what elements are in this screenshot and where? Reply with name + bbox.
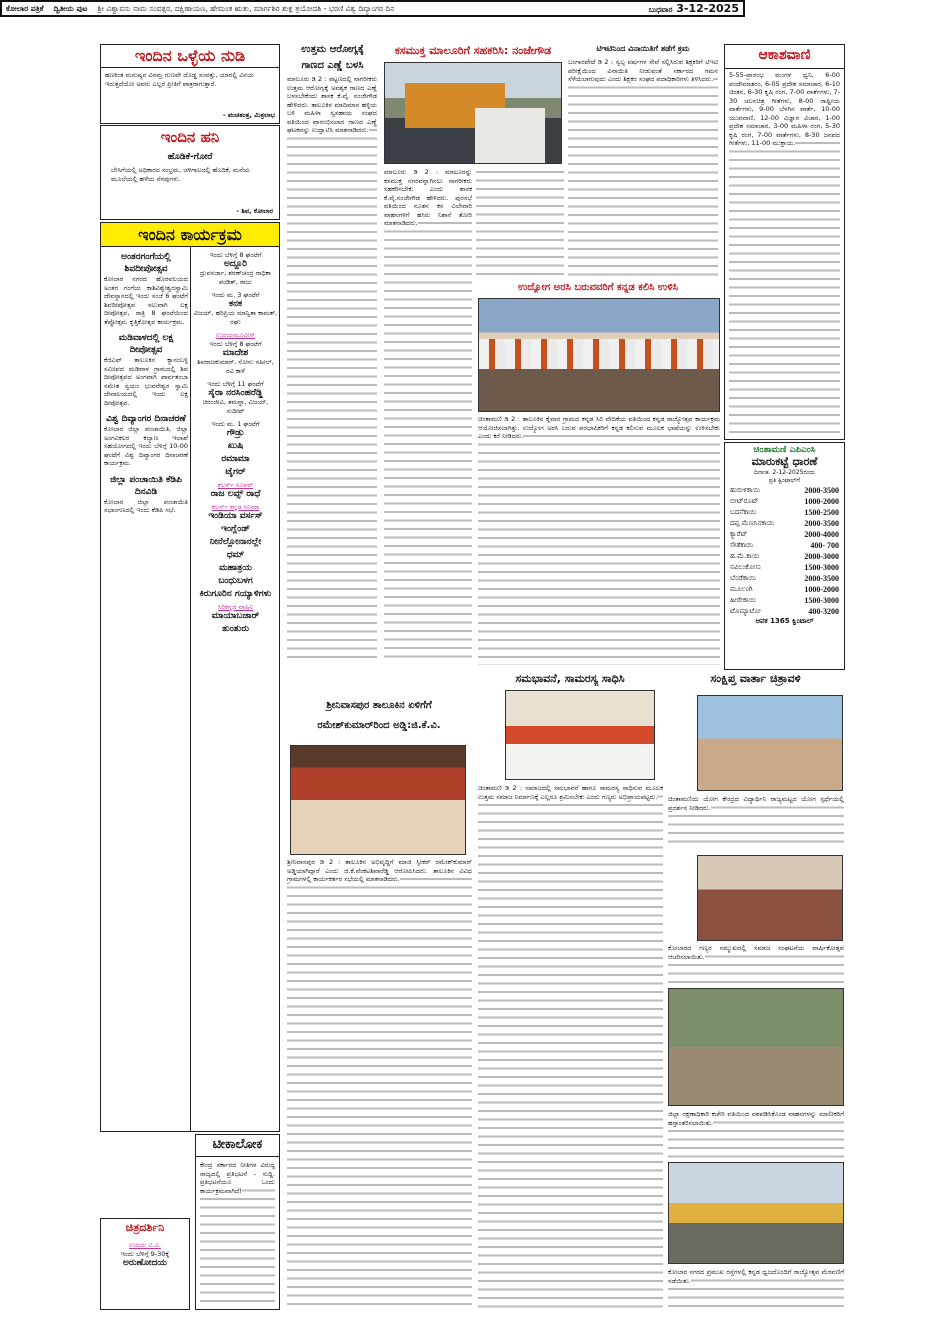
harmony-photo	[505, 690, 655, 780]
panchanga: ಶ್ರೀ ವಿಶ್ವಾವಸು ನಾಮ ಸಂವತ್ಸರ, ದಕ್ಷಿಣಾಯಣ, ಹೇಮಂತ ಋತು, ಮಾರ್ಗಶಿರ ಶುಕ್ಲ ತ್ರಯೋದಶಿ - ಭರಣಿ ವಿಶ್ವ ದಿವ್ಯಾಂಗರ ದಿನ	[97, 3, 395, 13]
srinivaspur-headline-2: ರಮೇಶ್‌ಕುಮಾರ್‌ರಿಂದ ಅಡ್ಡಿ:ಜಿ.ಕೆ.ವಿ.	[317, 720, 441, 731]
oil-text: ಮಾಲೂರು ಡಿ 2 : ಪಟ್ಟಣದಲ್ಲಿ ನಾಗರೀಕರು ಉತ್ತಮ ಆರೋಗ್ಯಕ್ಕೆ ಅವಶ್ಯಕ ಗಾಣದ ಎಣ್ಣೆ ಬಳಸಬೇಕೆಂದು ಶಾಸಕ ಕೆ.ವೈ. ನಂಜೇಗೌಡ ಹೇಳಿದರು. ತಾಲೂಕಿನ ಮಾದಿಮಾನ ಹಳ್ಳಿಯ ಬಳಿ ಮಹಿಳಾ ಸ್ವಸಹಾಯ ಸಂಘದ ವತಿಯಿಂದ ಪ್ರಾರಂಭಿಸಲಾದ ಗಾಣದ ಎಣ್ಣೆ ಘಟಕವನ್ನು ಉದ್ಘಾಟಿಸಿ ಮಾತನಾಡಿದರು.	[287, 75, 377, 660]
market-item: ಹ.ಮೆ.ಕಾಯಿ	[730, 552, 760, 560]
job-text: ಚಿಂತಾಮಣಿ ಡಿ 2 : ತಾಲೂಕಿನ ಕೈವಾರ ಗ್ರಾಮದ ಕನ್ನಡ ಸಿರಿ ವೇದಿಕೆಯ ವತಿಯಿಂದ ಕನ್ನಡ ರಾಜ್ಯೋತ್ಸವ ಕಾರ್ಯಕ್ರಮ ಆಯೋಜಿಸಲಾಗಿತ್ತು. ಉದ್ಯೋಗ ಅರಸಿ ಬರುವ ಪರಭಾಷಿಕರಿಗೆ ಕನ್ನಡ ಕಲಿಸುವ ಮೂಲಕ ಭಾಷೆಯನ್ನು ಉಳಿಸಬೇಕು ಎಂದು ಕರೆ ನೀಡಿದರು.	[478, 415, 720, 665]
market-item: ಮೂಲಂಗಿ	[730, 585, 753, 593]
market-item: ಹೀರೇಕಾಯಿ	[730, 596, 756, 604]
market-item: ಟೊಮ್ಯಾಟೋ	[730, 607, 761, 615]
tv-listing	[193, 503, 278, 521]
drop-subtitle: ಹೊಡಿಕೆ-ಗೋರೆ	[167, 152, 213, 162]
market-price: 1500-3000	[804, 596, 839, 605]
job-photo	[478, 298, 720, 412]
good-word-title: ಇಂದಿನ ಒಳ್ಳೆಯ ನುಡಿ	[101, 46, 279, 68]
market-item: ಬೀಟ್‌ರೂಟ್	[730, 497, 759, 505]
brief-photo-3	[668, 988, 844, 1106]
show-time: ಇಂದು ಬೆಳಿಗ್ಗೆ 8 ಘಂಟೆಗೆ	[209, 340, 262, 348]
market-price: 400-3200	[808, 607, 839, 616]
brief-photo-1	[697, 695, 843, 791]
event-item	[104, 474, 188, 515]
film-title: ಸೈರಾ ನರಸಿಂಹರೆಡ್ಡಿ	[208, 388, 263, 398]
event-title: ವಿಶ್ವ ದಿವ್ಯಾಂಗರ ದಿನಾಚರಣೆ	[106, 414, 186, 424]
tv-listing	[193, 564, 278, 573]
show-time: ಇಂದು ಮ. 3 ಘಂಟೆಗೆ	[211, 291, 260, 299]
film-title: ಬಂಧುಬಳಗ	[218, 576, 253, 586]
good-word-text: ಹಣಕಿಂತ ಮನುಷ್ಯನ ವಿನಮ್ರ ಗುಣವೇ ದೊಡ್ಡ ಸಂಪತ್ತು, ಯಾರಲ್ಲಿ ವಿನಯ ಇರುತ್ತದೆಯೋ ಅವರು ಎಲ್ಲರ ಪ್ರೀತಿಗೆ ಪಾತ್ರರಾಗುತ್ತಾರೆ.	[105, 71, 254, 88]
film-title: ಮಾಯಾಬಜಾರ್	[211, 611, 260, 621]
tv-listing	[193, 251, 278, 287]
film-title: ಮಾದೇಶ	[222, 348, 249, 358]
event-text: ಕೋಲಾರ ಜಿಲ್ಲಾ ಪಂಚಾಯಿತಿ ಸಭಾಂಗಣದಲ್ಲಿ ಇಂದು ಕೆಡಿಪಿ ಸಭೆ.	[104, 497, 188, 514]
drop-box	[100, 125, 280, 220]
market-row	[728, 485, 841, 496]
event-text: ಕೆಜಿಎಫ್ ತಾಲೂಕಿನ ಕ್ಯಾಸಂಬಳ್ಳಿ ಸಮೀಪದ ಮಡಿವಾಳ ಗ್ರಾಮದಲ್ಲಿ ಶಿವ ದೀಪೋತ್ಸವದ ಅಂಗವಾಗಿ ಪಾರ್ವತಂಬಾ ಸಮೇತ ಸ್ವಯಂ ಭುವನೇಶ್ವರ ಸ್ವಾಮಿ ದೇವಾಲಯದಲ್ಲಿ ಇಂದು ಲಕ್ಷ ದೀಪೋತ್ಸವ.	[104, 356, 188, 407]
channel-name: ಉದಯಮೂವೀಸ್	[215, 331, 256, 339]
event-text: ಕೋಲಾರ ಜಿಲ್ಲಾ ಪಂಚಾಯಿತಿ, ಜಿಲ್ಲಾ ಅಂಗವಿಕಲರ ಕಲ್ಯಾಣ ಇಲಾಖೆ ಸಹಯೋಗದಲ್ಲಿ ಇಂದು ಬೆಳಿಗ್ಗೆ 10-00 ಘಂಟೆಗೆ ವಿಶ್ವ ದಿವ್ಯಾಂಗರ ದಿನಾಚರಣೆ ಕಾರ್ಯಕ್ರಮ.	[104, 425, 188, 467]
market-item: ಬದನೆಕಾಯಿ	[730, 508, 757, 516]
drop-author: - ಶಿವ, ಕೋಲಾರ	[236, 207, 273, 215]
market-item: ದಪ್ಪ ಮೆಣಸಿನಕಾಯಿ	[730, 519, 775, 527]
channel-name: ಸಿರಿಕನ್ನಡ ವಾಹಿನಿ	[217, 603, 254, 611]
market-price: 2000-3500	[804, 486, 839, 495]
film-title: ರಾಜ ಲವ್ಸ್ ರಾಧೆ	[210, 489, 261, 499]
cinema-channel: ಉದಯ ಟಿ.ವಿ.	[129, 1241, 161, 1249]
show-time: ಇಂದು ಮ. 1 ಘಂಟೆಗೆ	[211, 420, 260, 428]
market-price: 2000-3000	[804, 552, 839, 561]
cinema-time: ಇಂದು ಬೆಳಿಗ್ಗೆ 9-30ಕ್ಕೆ	[120, 1250, 170, 1258]
tikaloka-box	[195, 1134, 280, 1310]
film-cast: ಚಿರಂಜೀವಿ, ತಮನ್ನಾ, ವಿಜಯ್, ಸುದೀಪ್	[202, 398, 269, 415]
film-title: ಅದ್ದೂರಿ	[223, 259, 248, 269]
market-row	[728, 507, 841, 518]
tv-listing	[193, 442, 278, 451]
events-left	[104, 251, 188, 1129]
market-price: 1500-3000	[804, 563, 839, 572]
cinema-title: ಚಿತ್ರದರ್ಶಿನಿ	[125, 1221, 165, 1234]
event-item	[104, 413, 188, 468]
events-box	[100, 222, 280, 1132]
tikaloka-text: ಕೇಂದ್ರ ಸರ್ಕಾರದ ನೀತಿಗಳ ವಿರುದ್ಧ ರಾಜ್ಯದಲ್ಲಿ ಪ್ರತಿಭಟನೆ - ಸುದ್ದಿ. ಪ್ರತಿಭಟನೆಯೂ ಒಂದು ಕಾರ್ಯಕ್ರಮವಾಗಿದೆ!	[200, 1161, 275, 1305]
show-time: ಇಂದು ಬೆಳಿಗ್ಗೆ 8 ಘಂಟೆಗೆ	[209, 251, 262, 259]
market-date: ದಿನಾಂಕ. 2-12-2025ರಂದು	[753, 469, 816, 476]
oil-headline-2: ಗಾಣದ ಎಣ್ಣೆ ಬಳಸಿ	[301, 60, 364, 71]
tv-listing	[193, 291, 278, 327]
event-title: ಜಿಲ್ಲಾ ಪಂಚಾಯಿತಿ ಕೆಡಿಪಿ ದಿನವಿಡಿ	[110, 474, 182, 497]
brief-caption-4: ಕೋಲಾರ ನಗರದ ಪ್ರಮುಖ ರಸ್ತೆಗಳಲ್ಲಿ ಕನ್ನಡ ಧ್ವಜದೊಂದಿಗೆ ರಾಜ್ಯೋತ್ಸವ ಮೆರವಣಿಗೆ ನಡೆಯಿತು.	[668, 1268, 844, 1310]
event-text: ಕೋಲಾರ ನಗರದ ಹೊರವಲಯದ ಅಂತರ ಗಂಗೆಯ ಕಾಶಿವಿಶ್ವೇಶ್ವರಸ್ವಾಮಿ ದೇವಸ್ಥಾನದಲ್ಲಿ ಇಂದು ಸಂಜೆ 6 ಘಂಟೆಗೆ ಶಿವದೀಪೋತ್ಸವ ಸಲುವಾಗಿ ಲಕ್ಷ ದೀಪೋತ್ಸವ, ರಾತ್ರಿ 8 ಘಂಟೆಯಿಂದ ತೆಪ್ಪೋತ್ಸವ, ಕೃತ್ತಿಕೋತ್ಸವ ಕಾರ್ಯಕ್ರಮ.	[104, 275, 188, 326]
market-item: ಕ್ಯಾರೆಟ್	[730, 530, 748, 538]
market-box	[724, 442, 845, 670]
tv-listing	[193, 455, 278, 464]
tv-listing	[193, 603, 278, 621]
market-price: 2000-4000	[804, 530, 839, 539]
market-row	[728, 518, 841, 529]
tv-listing	[193, 468, 278, 477]
good-word-box	[100, 44, 280, 124]
cinema-film: ಅರುಣೋದಯ	[123, 1258, 167, 1268]
tv-listing	[193, 420, 278, 438]
cinema-box	[100, 1218, 190, 1310]
paper-name: ಕೋಲಾರ ಪತ್ರಿಕೆ	[6, 3, 44, 13]
brief-caption-3: ಜಿಲ್ಲಾ ರಕ್ಷಣಾಧಿಕಾರಿ ಕಚೇರಿ ವತಿಯಿಂದ ವಶಪಡಿಸಿಕೊಂಡ ವಾಹನಗಳನ್ನು ಮಾಲೀಕರಿಗೆ ಹಸ್ತಾಂತರಿಸಲಾಯಿತು.	[668, 1110, 844, 1158]
tv-listing	[193, 525, 278, 534]
date: 3-12-2025	[676, 2, 739, 15]
market-row	[728, 496, 841, 507]
harmony-headline: ಸಮಭಾವನೆ, ಸಾಮರಸ್ಯ ಸಾಧಿಸಿ	[515, 672, 625, 685]
channel-name: ಕಲರ್ಸ್ ಕನ್ನಡ ಸಿನಿಮಾ	[211, 503, 260, 511]
akashvani-title: ಆಕಾಶವಾಣಿ	[725, 47, 844, 69]
clean-photo	[384, 62, 562, 164]
akashvani-box	[724, 44, 845, 440]
film-title: ಕನಕ	[228, 299, 243, 309]
film-title: ಇಂಗ್ಲೆಂಡ್	[221, 524, 250, 534]
film-title: ಮಹಾತ್ರಯ	[219, 563, 252, 573]
drop-text: ಬೇಸಿಗೆಯಲ್ಲಿ ಅಧಿಕಾರದ ಸಂಭ್ರಮ, ಚಳಿಗಾಲದಲ್ಲಿ ಹೊದಿಕೆ, ಮನೆಯ ಮೂಲೆಯಲ್ಲಿ ಹಳೆಯ ನೆನಪುಗಳು.	[111, 166, 250, 183]
events-title: ಇಂದಿನ ಕಾರ್ಯಕ್ರಮ	[101, 223, 279, 247]
market-item: ಹುರುಳಿಕಾಯಿ	[730, 486, 760, 494]
events-right	[193, 251, 278, 1129]
market-unit: ಪ್ರತಿ ಕ್ವಿಂಟಾಲ್‌ಗೆ	[768, 477, 801, 484]
film-cast: ವಿಜಯ್, ಹರಿಪ್ರಿಯ ಮಾನ್ವಿತಾ ಕಾಮತ್, ರಘು	[193, 309, 278, 326]
briefs-headline: ಸಂಕ್ಷಿಪ್ತ ವಾರ್ತಾ ಚಿತ್ರಾವಳಿ	[710, 672, 801, 685]
tv-listing	[193, 481, 278, 499]
brief-caption-1: ಚಿಂತಾಮಣಿಯ ಯೋಗ ಕೇಂದ್ರದ ವಿದ್ಯಾರ್ಥಿನಿ ರಾಜ್ಯಮಟ್ಟದ ಯೋಗ ಸ್ಪರ್ಧೆಯಲ್ಲಿ ಪ್ರದರ್ಶನ ನೀಡಿದರು.	[668, 795, 844, 847]
brief-photo-2	[697, 855, 843, 941]
market-price: 1000-2000	[804, 497, 839, 506]
market-item: ನವಿಲುಕೋಸು	[730, 563, 762, 571]
people-image	[479, 339, 719, 369]
market-row	[728, 606, 841, 617]
divider	[190, 247, 191, 1131]
page-number: ದ್ವಿತೀಯ ಪುಟ	[53, 3, 88, 13]
market-title-1: ಚಿಂತಾಮಣಿ ಎಪಿಎಂಸಿ	[753, 445, 816, 455]
tv-listing	[193, 331, 278, 376]
srinivaspur-photo	[290, 745, 466, 855]
market-item: ಬೆಂಡೆಕಾಯಿ	[730, 574, 757, 582]
show-time: ಇಂದು ಬೆಳಿಗ್ಗೆ 11 ಘಂಟೆಗೆ	[207, 380, 264, 388]
market-table	[728, 485, 841, 617]
market-row	[728, 595, 841, 606]
event-item	[104, 251, 188, 326]
akashvani-text: 5-55-ಪ್ರಾರಂಭ ಮಂಗಳ ಧ್ವನಿ, 6-00 ವಂದೇಮಾತರಂ, 6-05 ಪ್ರದೇಶ ಸಮಾಚಾರ, 6-10 ಚಿಂತನ, 6-30 ಕೃಷಿ ರಂಗ, 7-00 ವಾರ್ತೆಗಳು, 7-30 ಚಲನಚಿತ್ರ ಗೀತೆಗಳು, 8-00 ರಾಷ್ಟ್ರೀಯ ವಾರ್ತೆಗಳು, 9-00 ಬೆಳಗಿನ ವಾರ್ತೆ, 10-00 ಯುವವಾಣಿ, 12-00 ವಿಜ್ಞಾನ ವಿಚಾರ, 1-00 ಪ್ರದೇಶ ಸಮಾಚಾರ, 3-00 ಮಹಿಳಾ ರಂಗ, 5-30 ಕೃಷಿ ರಂಗ, 7-00 ವಾರ್ತೆಗಳು, 8-30 ಜನಪದ ಗೀತೆಗಳು, 11-00 ಮುಕ್ತಾಯ.	[729, 71, 840, 435]
film-title: ಗೌಡ್ರು	[226, 428, 245, 438]
brief-photo-4	[668, 1162, 844, 1264]
masthead-strip	[0, 0, 745, 17]
job-headline: ಉದ್ಯೋಗ ಅರಸಿ ಬರುವವರಿಗೆ ಕನ್ನಡ ಕಲಿಸಿ ಉಳಿಸಿ	[518, 282, 678, 293]
event-title: ಅಂತರಗಂಗೆಯಲ್ಲಿ ಶಿವದೀಪೋತ್ಸವ	[121, 252, 171, 274]
market-price: 1500-2500	[804, 508, 839, 517]
film-title: ಧಮ್	[226, 550, 245, 560]
market-price: 2000-3500	[804, 519, 839, 528]
day: ಬುಧವಾರ	[648, 5, 673, 14]
tikaloka-title: ಟೀಕಾಲೋಕ	[196, 1137, 279, 1157]
event-title: ಮಡಿವಾಳದಲ್ಲಿ ಲಕ್ಷ ದೀಪೋತ್ಸವ	[118, 333, 174, 355]
oil-headline-1: ಉತ್ತಮ ಆರೋಗ್ಯಕ್ಕೆ	[301, 44, 364, 55]
good-word-author: - ಪಂಚತಂತ್ರ, ಮಿತ್ರಲಾಭ	[222, 111, 275, 119]
tv-listing	[193, 551, 278, 560]
film-title: ಟೈಗರ್	[225, 467, 246, 477]
channel-name: ಕಲರ್ಸ್ ಸೂಪರ್	[217, 481, 254, 489]
srinivaspur-headline-1: ಶ್ರೀನಿವಾಸಪುರ ತಾಲೂಕಿನ ಏಳಿಗೆಗೆ	[326, 700, 432, 711]
film-title: ರಮಾಮಾ	[221, 454, 250, 464]
drop-title: ಇಂದಿನ ಹನಿ	[160, 128, 220, 146]
market-item: ಸೌತೆಕಾಯಿ	[730, 541, 754, 549]
market-row	[728, 573, 841, 584]
market-row	[728, 562, 841, 573]
film-title: ತುಂತುರು	[222, 624, 249, 634]
tv-listing	[193, 625, 278, 634]
srinivaspur-text: ಶ್ರೀನಿವಾಸಪುರ ಡಿ 2 : ತಾಲೂಕಿನ ಅಭಿವೃದ್ಧಿಗೆ ಮಾಜಿ ಸ್ಪೀಕರ್ ರಮೇಶ್‌ಕುಮಾರ್ ಅಡ್ಡಿಯಾಗಿದ್ದಾರೆ ಎಂದು ಜಿ.ಕೆ.ವೆಂಕಟಶಿವಾರೆಡ್ಡಿ ಆರೋಪಿಸಿದರು. ತಾಲೂಕಿನ ವಿವಿಧ ಗ್ರಾಮಗಳಲ್ಲಿ ಕಾರ್ಯಕರ್ತರ ಸಭೆಯಲ್ಲಿ ಮಾತನಾಡಿದರು.	[287, 858, 472, 1310]
clean-headline: ಕಸಮುಕ್ತ ಮಾಲೂರಿಗೆ ಸಹಕರಿಸಿ: ನಂಜೇಗೌಡ	[394, 44, 552, 57]
film-title: ಕಿರುಗೂರಿನ ಗಯ್ಯಾಳಿಗಳು	[199, 589, 272, 599]
tv-listing	[193, 590, 278, 599]
market-price: 400- 700	[810, 541, 839, 550]
film-title: ನೀನೆಲ್ಲೋನಾನಲ್ಲೇ	[209, 537, 262, 547]
market-row	[728, 551, 841, 562]
market-arrival: ಆವಕ 1365 ಕ್ವಿಂಟಾಲ್	[755, 617, 814, 625]
tet-headline: ಟಿಇಟಿನಿಂದ ವಿನಾಯಿತಿಗೆ ತಡೆಗೆ ಕ್ರಮ	[596, 44, 690, 53]
harmony-text: ಚಿಂತಾಮಣಿ ಡಿ 2 : ಸಮಾಜದಲ್ಲಿ ಸಮಭಾವನೆ ಹಾಗೂ ಸಾಮರಸ್ಯ ಸಾಧಿಸುವ ಮೂಲಕ ಉತ್ತಮ ಸಮಾಜ ನಿರ್ಮಾಣಕ್ಕೆ ಎಲ್ಲರೂ ಶ್ರಮಿಸಬೇಕು ಎಂದು ಗಣ್ಯರು ಅಭಿಪ್ರಾಯಪಟ್ಟರು.	[478, 784, 663, 1310]
tv-listing	[193, 538, 278, 547]
film-title: ಖುಷಿ	[227, 441, 244, 451]
clean-text-1: ಮಾಲೂರು ಡಿ 2 : ಮಾಲೂರನ್ನು ಕಸಮುಕ್ತ ನಗರವನ್ನಾಗಿಸಲು ನಾಗರೀಕರು ಸಹಕರಿಸಬೇಕು ಎಂದು ಶಾಸಕ ಕೆ.ವೈ.ನಂಜೇಗೌಡ ಹೇಳಿದರು. ಪುರಸಭೆ ವತಿಯಿಂದ ನೂತನ ಕಸ ವಿಲೇವಾರಿ ವಾಹನಗಳಿಗೆ ಹಸಿರು ನಿಶಾನೆ ತೋರಿ ಮಾತನಾಡಿದರು.	[384, 168, 472, 660]
tv-listing	[193, 380, 278, 416]
film-cast: ಧ್ರುವಸರ್ಜಾ, ಶರಣ್‌ಚಂದ್ರ ರಾಧಿಕಾ ಪಂಡಿತ್, ರಾಜು	[200, 269, 271, 286]
film-title: ಇಂಡಿಯಾ ವರ್ಸಸ್	[208, 511, 263, 521]
market-title-2: ಮಾರುಕಟ್ಟೆ ಧಾರಣೆ	[751, 455, 818, 468]
clean-text-2	[476, 168, 564, 280]
market-row	[728, 584, 841, 595]
tv-listing	[193, 577, 278, 586]
brief-caption-2: ಕೋಲಾರದ ಗಣ್ಯರ ಸಮ್ಮುಖದಲ್ಲಿ ಸಮಾಜ ಸಂಘಟನೆಯ ವಾರ್ಷಿಕೋತ್ಸವ ಆಚರಿಸಲಾಯಿತು.	[668, 944, 844, 984]
tet-text: ಬಂಗಾರಪೇಟೆ ಡಿ 2 : ಸ್ವಲ್ಪ ವರ್ಷಗಳ ಸೇವೆ ಸಲ್ಲಿಸಿರುವ ಶಿಕ್ಷಕರಿಗೆ ಟಿಇಟಿ ಪರೀಕ್ಷೆಯಿಂದ ವಿನಾಯಿತಿ ನೀಡುವಂತೆ ಸರ್ಕಾರದ ಗಮನ ಸೆಳೆಯಲಾಗುವುದು ಎಂದು ಶಿಕ್ಷಕರ ಸಂಘದ ಪದಾಧಿಕಾರಿಗಳು ತಿಳಿಸಿದರು.	[568, 58, 718, 280]
market-row	[728, 540, 841, 551]
market-row	[728, 529, 841, 540]
market-price: 2000-3500	[804, 574, 839, 583]
market-price: 1000-2000	[804, 585, 839, 594]
people-image	[475, 108, 545, 163]
event-item	[104, 332, 188, 407]
film-cast: ಶಿವರಾಜಕುಮಾರ್, ಸೋನು ಸಹೀಲ್, ರವಿ ಕಾಳೆ	[197, 358, 274, 375]
